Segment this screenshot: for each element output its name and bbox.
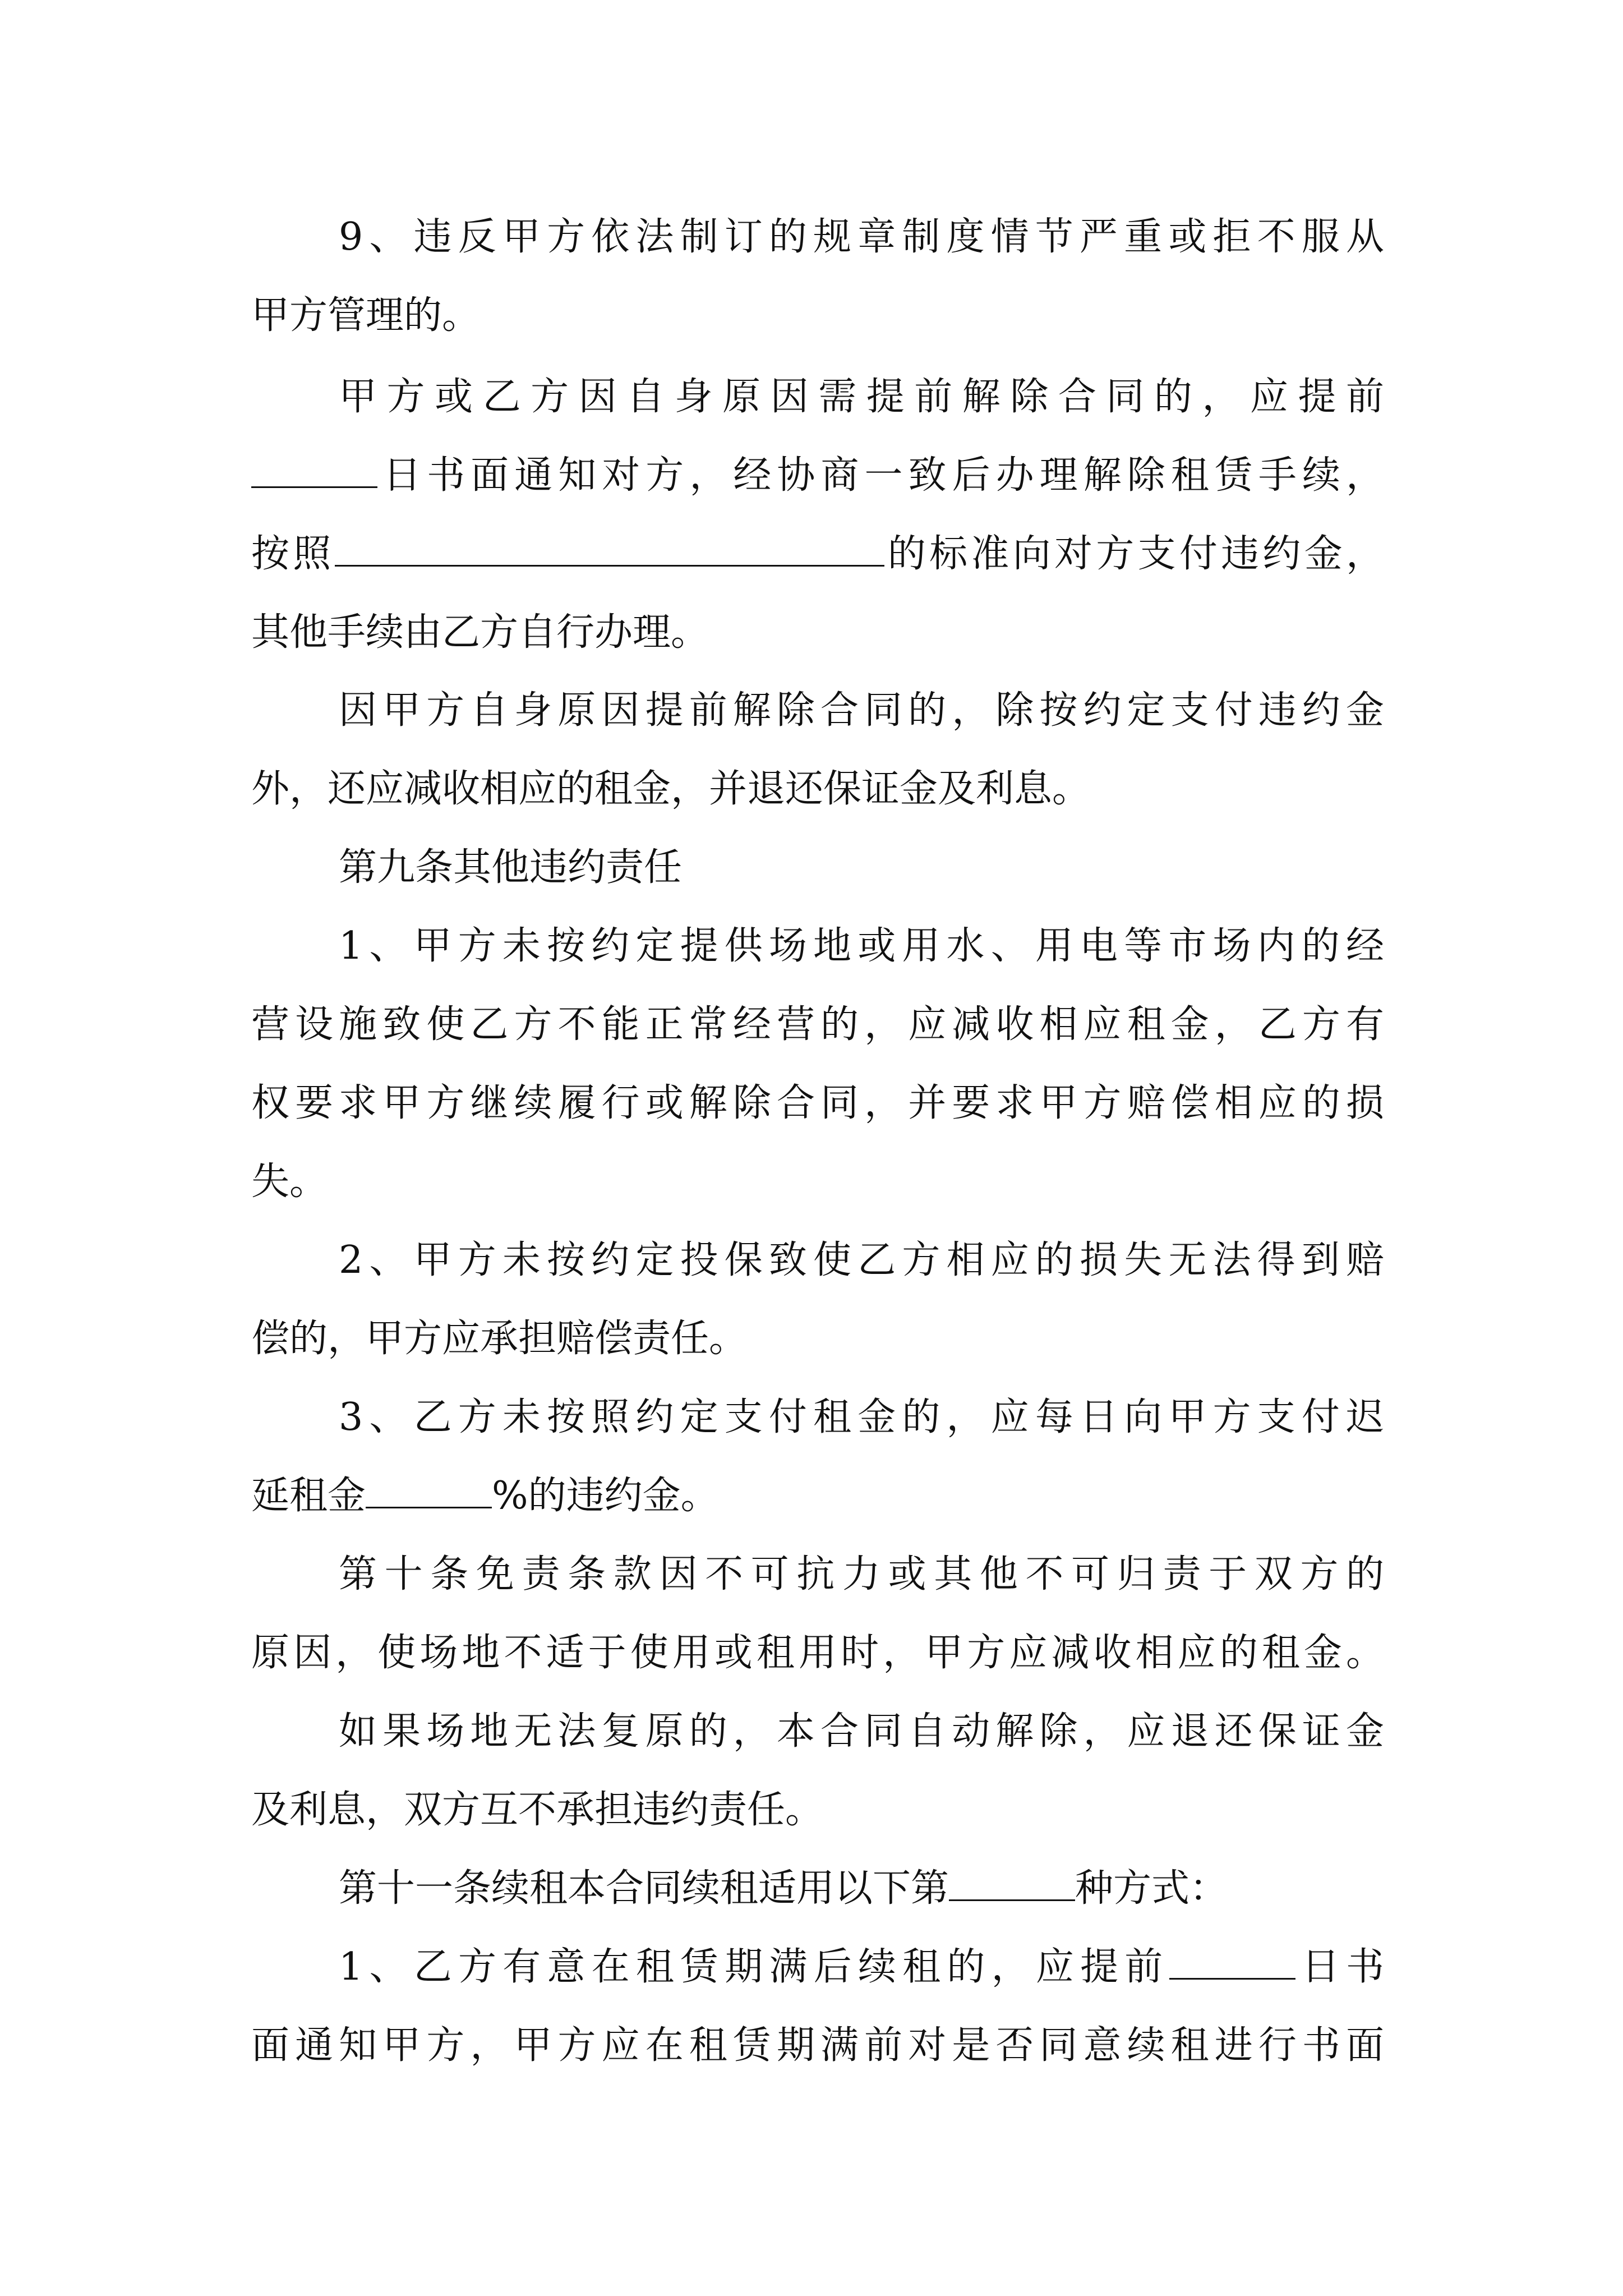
text-line: [339, 1235, 1384, 1286]
text-line: 按照 的标准向对方支付违约金，: [251, 529, 1384, 579]
text-line: [251, 1628, 1384, 1678]
text-line: [339, 212, 1384, 263]
line-text: 原因，使场地不适于使用或租用时，甲方应减收相应的租金。: [251, 1631, 1384, 1675]
text-line: 第十一条续租本合同续租适用以下第 种方式：: [339, 1864, 1384, 1914]
line-text: 面通知甲方，甲方应在租赁期满前对是否同意续租进行书面: [251, 2023, 1384, 2068]
text-line: [251, 764, 1384, 815]
line-text: 第十条免责条款因不可抗力或其他不可归责于双方的: [339, 1552, 1384, 1596]
line-text: 甲方或乙方因自身原因需提前解除合同的，应提前: [339, 375, 1384, 419]
line-text: 权要求甲方继续履行或解除合同，并要求甲方赔偿相应的损: [251, 1081, 1384, 1125]
line-text: 2、甲方未按约定投保致使乙方相应的损失无法得到赔: [339, 1238, 1384, 1282]
line-text: 第九条其他违约责任: [339, 845, 683, 890]
line-text: 及利息，双方互不承担违约责任。: [251, 1788, 824, 1832]
text-line: 1、乙方有意在租赁期满后续租的，应提前 日书: [339, 1942, 1384, 1993]
text-line: [251, 1078, 1384, 1129]
line-text: 其他手续由乙方自行办理。: [251, 610, 709, 655]
text-line: [339, 372, 1384, 422]
text-line: 日书面通知对方，经协商一致后办理解除租赁手续，: [251, 450, 1384, 501]
line-text: 外，还应减收相应的租金，并退还保证金及利息。: [251, 767, 1091, 811]
text-line: [339, 1549, 1384, 1600]
text-line: [251, 1000, 1384, 1050]
text-line: 延租金 %的违约金。: [251, 1471, 1384, 1521]
fill-in-blank: [1169, 1943, 1295, 1980]
text-line: [251, 1785, 1384, 1835]
line-text: 1、甲方未按约定提供场地或用水、用电等市场内的经: [339, 924, 1384, 968]
line-text: 如果场地无法复原的，本合同自动解除，应退还保证金: [339, 1709, 1384, 1754]
fill-in-blank: [949, 1865, 1075, 1901]
text-line: [251, 608, 1384, 658]
line-text: 3、乙方未按照约定支付租金的，应每日向甲方支付迟: [339, 1395, 1384, 1439]
line-text: 因甲方自身原因提前解除合同的，除按约定支付违约金: [339, 688, 1384, 733]
line-text: 失。: [251, 1159, 328, 1204]
text-line: [339, 685, 1384, 736]
fill-in-blank: [366, 1472, 492, 1508]
fill-in-blank: [335, 530, 884, 567]
text-line: [339, 1706, 1384, 1757]
line-text: 9、违反甲方依法制订的规章制度情节严重或拒不服从: [339, 215, 1384, 259]
text-line: [339, 921, 1384, 972]
section-heading: [339, 843, 1384, 893]
line-text: 营设施致使乙方不能正常经营的，应减收相应租金，乙方有: [251, 1002, 1384, 1047]
text-line: [251, 2021, 1384, 2071]
text-line: [339, 1392, 1384, 1443]
line-text: 甲方管理的。: [251, 293, 481, 338]
line-text: 偿的，甲方应承担赔偿责任。: [251, 1317, 748, 1361]
text-line: [251, 291, 1384, 341]
fill-in-blank: [251, 452, 377, 488]
text-line: [251, 1314, 1384, 1364]
text-line: [251, 1157, 1384, 1207]
